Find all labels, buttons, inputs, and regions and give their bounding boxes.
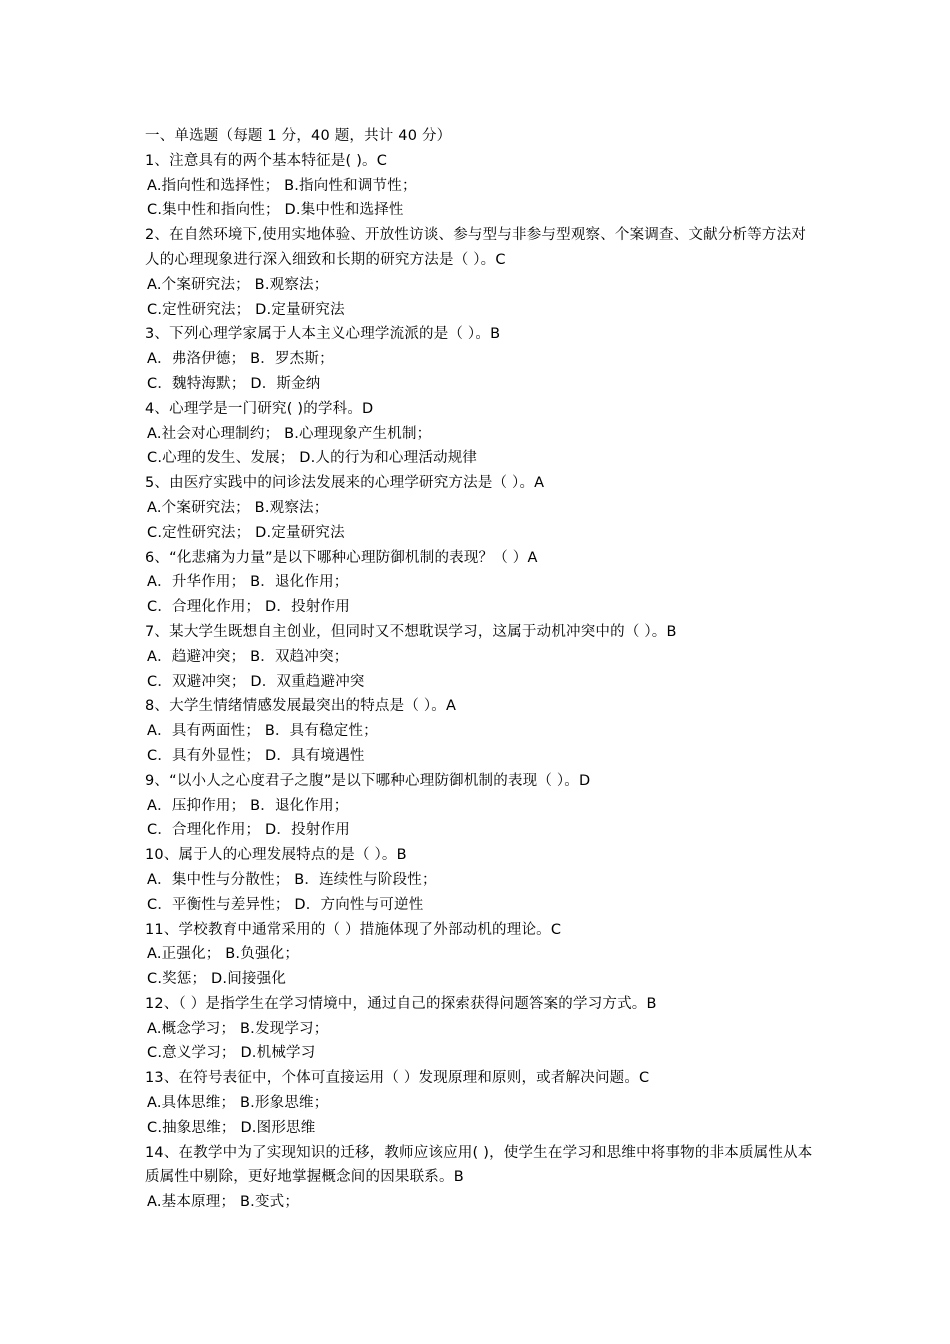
question-stem: 14、在教学中为了实现知识的迁移，教师应该应用( )，使学生在学习和思维中将事物的非本质属性从本质属性中剔除，更好地掌握概念间的因果联系。B [145,1144,813,1186]
question-options: C．合理化作用； D．投射作用 [147,599,350,616]
question-options: A.正强化； B.负强化； [147,946,300,963]
question-options: A．具有两面性； B．具有稳定性； [147,723,378,740]
question-stem: 10、属于人的心理发展特点的是（ ）。B [145,847,407,864]
question-options: C.奖惩； D.间接强化 [147,971,287,988]
question-stem: 13、在符号表征中，个体可直接运用（ ）发现原理和原则，或者解决问题。C [145,1070,650,1087]
question-options: C.定性研究法； D.定量研究法 [147,301,345,318]
question-options: A.具体思维； B.形象思维； [147,1095,329,1112]
question-stem: 5、由医疗实践中的问诊法发展来的心理学研究方法是（ ）。A [145,475,545,492]
question-stem: 11、学校教育中通常采用的（ ）措施体现了外部动机的理论。C [145,921,562,938]
question-stem: 8、大学生情绪情感发展最突出的特点是（ ）。A [145,698,457,715]
question-options: C.抽象思维； D.图形思维 [147,1119,316,1136]
question-options: A．升华作用； B．退化作用； [147,574,349,591]
question-options: C.定性研究法； D.定量研究法 [147,524,345,541]
question-stem: 4、心理学是一门研究( )的学科。D [145,400,374,417]
question-options: C．双避冲突； D．双重趋避冲突 [147,673,365,690]
question-stem: 2、在自然环境下,使用实地体验、开放性访谈、参与型与非参与型观察、个案调查、文献分析等方法对人的心理现象进行深入细致和长期的研究方法是（ ）。C [145,227,807,268]
question-options: A．压抑作用； B．退化作用； [147,797,349,814]
question-options: C．平衡性与差异性； D．方向性与可逆性 [147,896,424,913]
question-stem: 7、某大学生既想自主创业，但同时又不想耽误学习，这属于动机冲突中的（ ）。B [145,623,677,640]
question-stem: 9、“以小人之心度君子之腹”是以下哪种心理防御机制的表现（ ）。D [145,772,591,789]
question-stem: 12、（ ）是指学生在学习情境中，通过自己的探索获得问题答案的学习方式。B [145,995,657,1012]
question-options: A.指向性和选择性； B.指向性和调节性； [147,177,417,194]
question-options: A.概念学习； B.发现学习； [147,1020,329,1037]
question-options: C.心理的发生、发展； D.人的行为和心理活动规律 [147,450,478,467]
question-options: A．弗洛伊德； B．罗杰斯； [147,351,334,368]
question-options: C．具有外显性； D．具有境遇性 [147,747,365,764]
question-options: A.个案研究法； B.观察法； [147,499,329,516]
document-page [145,124,815,1215]
question-options: C.意义学习； D.机械学习 [147,1045,316,1062]
question-options: A.个案研究法； B.观察法； [147,276,329,293]
question-options: A．集中性与分散性； B．连续性与阶段性； [147,871,437,888]
question-options: A.基本原理； B.变式； [147,1194,300,1211]
question-options: A.社会对心理制约； B.心理现象产生机制； [147,425,432,442]
question-options: A．趋避冲突； B．双趋冲突； [147,648,349,665]
question-stem: 6、“化悲痛为力量”是以下哪种心理防御机制的表现？（ ）A [145,549,538,566]
question-options: C．魏特海默； D．斯金纳 [147,375,321,392]
question-stem: 1、注意具有的两个基本特征是( )。C [145,152,388,169]
question-stem: 3、下列心理学家属于人本主义心理学流派的是（ ）。B [145,326,501,343]
section-title: 一、单选题（每题 1 分，40 题，共计 40 分） [145,128,452,144]
question-options: C．合理化作用； D．投射作用 [147,822,350,839]
question-options: C.集中性和指向性； D.集中性和选择性 [147,202,404,219]
